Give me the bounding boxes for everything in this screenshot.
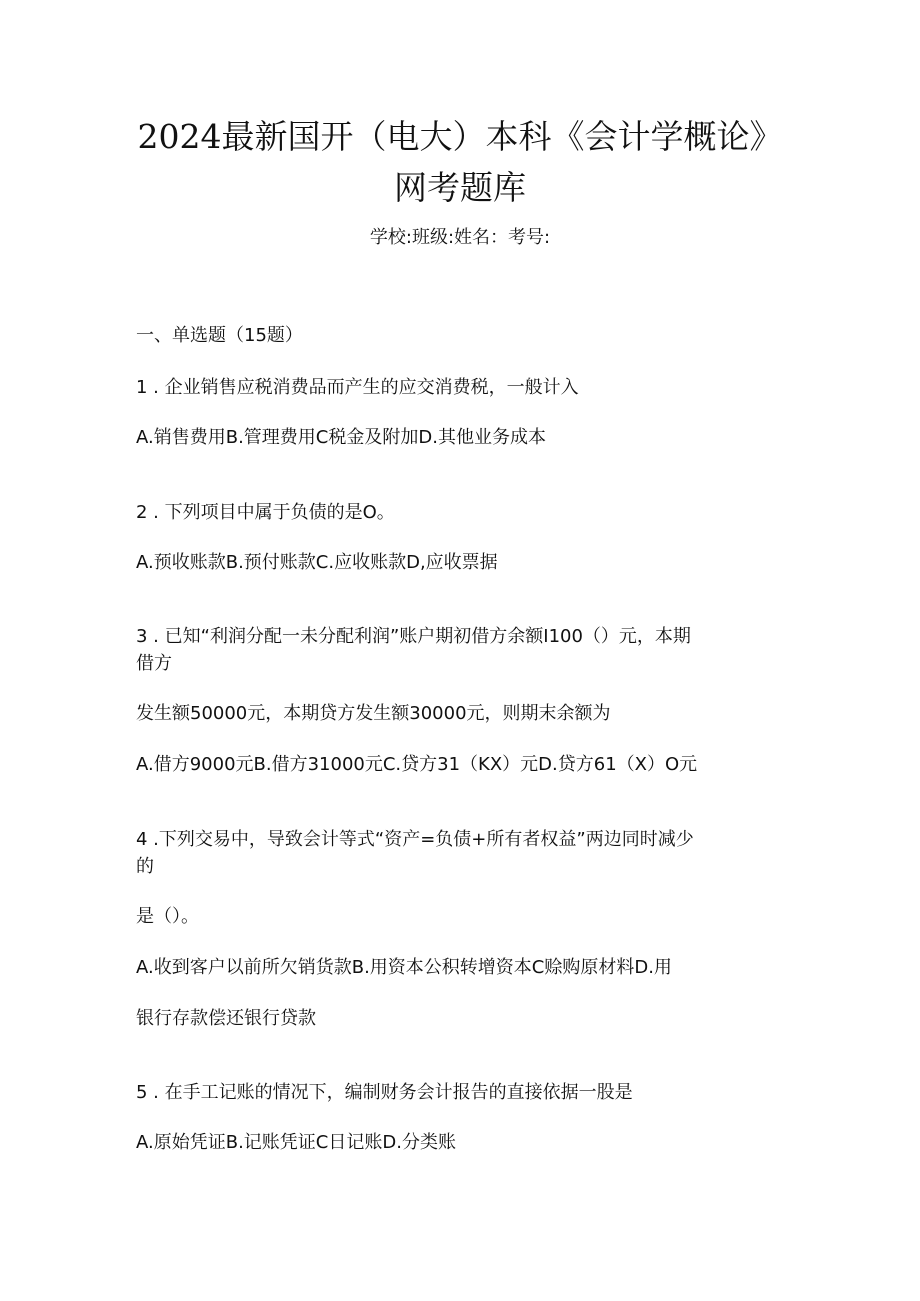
question-4-text: 4 .下列交易中，导致会计等式“资产=负债+所有者权益”两边同时减少 [136,829,694,850]
question-3-options: A.借方9000元B.借方31000元C.贷方31（KX）元D.贷方61（X）O元 [136,754,698,775]
question-5-text: 5 . 在手工记账的情况下，编制财务会计报告的直接依据一股是 [136,1082,633,1103]
document-title-line-2: 网考题库 [394,168,526,207]
question-4-options-cont: 银行存款偿还银行贷款 [136,1008,316,1029]
question-4-text-wrap: 的 [136,856,154,877]
question-1-options: A.销售费用B.管理费用C税金及附加D.其他业务成本 [136,427,546,448]
student-info-line: 学校:班级:姓名：考号: [369,227,551,248]
question-3-text: 3 . 已知“利润分配一未分配利润”账户期初借方余额I100（）元，本期 [136,626,691,647]
document-title-line-1: 2024最新国开（电大）本科《会计学概论》 [137,117,783,156]
question-4-options: A.收到客户以前所欠销货款B.用资本公积转增资本C赊购原材料D.用 [136,957,672,978]
question-2-options: A.预收账款B.预付账款C.应收账款D,应收票据 [136,552,498,573]
question-1-text: 1 . 企业销售应税消费品而产生的应交消费税，一般计入 [136,377,579,398]
question-3-text-cont: 发生额50000元，本期贷方发生额30000元，则期末余额为 [136,703,611,724]
question-4-text-cont: 是（）。 [136,906,199,927]
question-5-options: A.原始凭证B.记账凭证C日记账D.分类账 [136,1132,456,1153]
question-2-text: 2 . 下列项目中属于负债的是O。 [136,502,395,523]
question-3-text-wrap: 借方 [136,653,172,674]
section-heading: 一、单选题（15题） [136,325,303,346]
